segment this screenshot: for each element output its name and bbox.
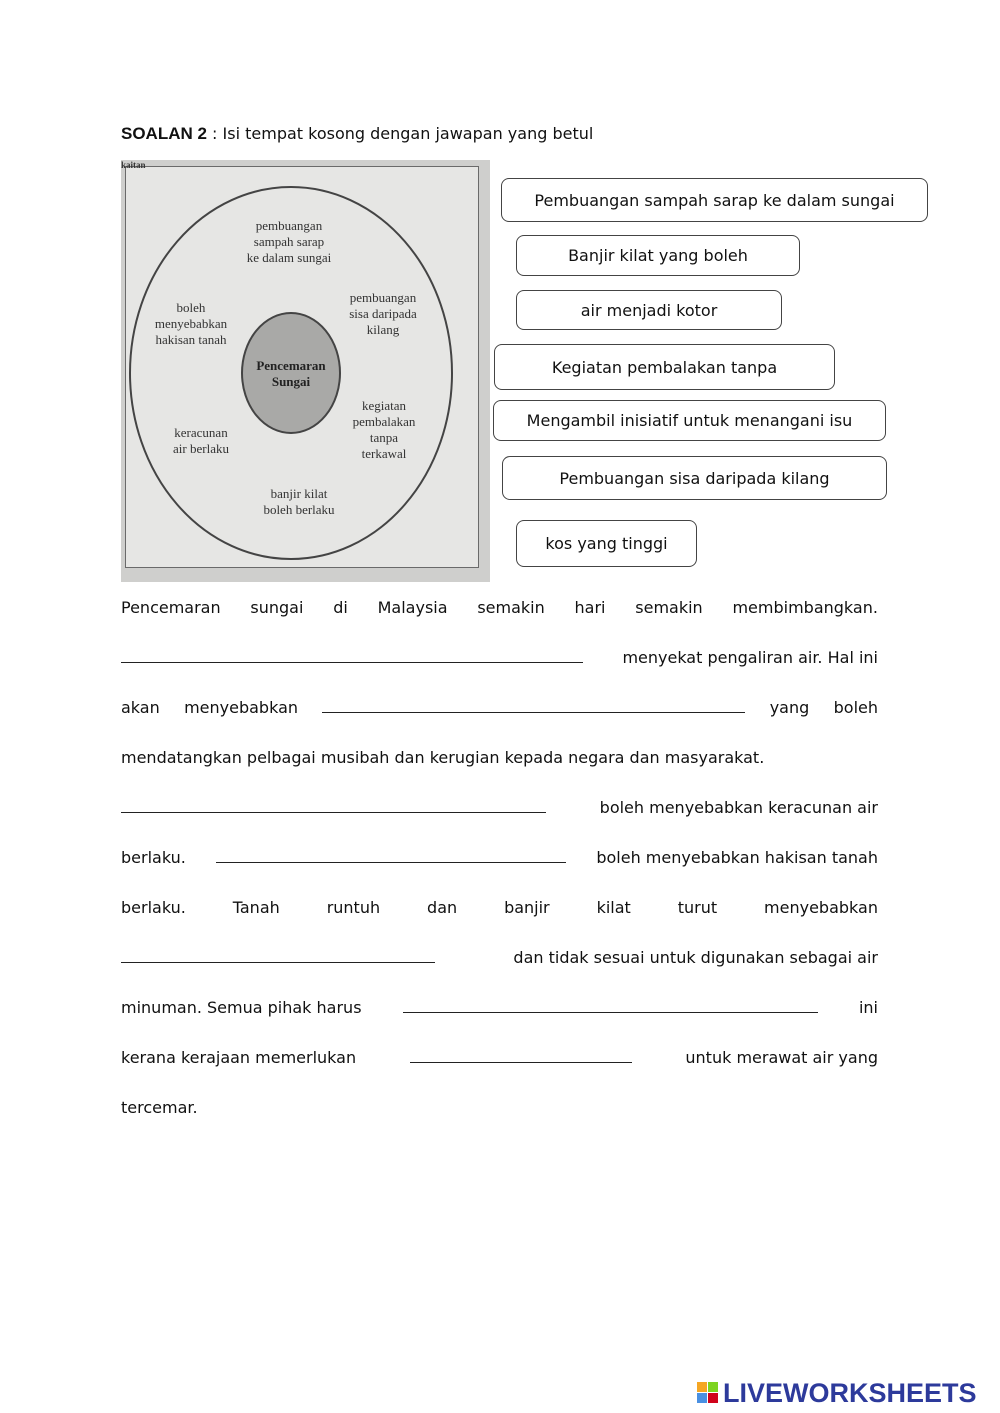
option-7[interactable]: kos yang tinggi <box>516 520 697 567</box>
answer-blank-7[interactable] <box>410 1048 632 1063</box>
word: Pencemaran <box>121 598 221 617</box>
text-segment: menyekat pengaliran air. Hal ini <box>622 648 878 667</box>
text-segment: berlaku. <box>121 848 186 867</box>
paragraph-line-2 <box>121 648 878 667</box>
text-segment: tercemar. <box>121 1098 198 1117</box>
answer-blank-5[interactable] <box>121 948 435 963</box>
option-3[interactable]: air menjadi kotor <box>516 290 782 330</box>
word: turut <box>677 898 718 917</box>
paragraph-line-3 <box>121 698 878 717</box>
liveworksheets-logo-icon <box>697 1382 719 1404</box>
answer-blank-4[interactable] <box>216 848 566 863</box>
word: dan <box>427 898 458 917</box>
answer-blank-3[interactable] <box>121 798 546 813</box>
word: menyebabkan <box>764 898 878 917</box>
text-segment: ini <box>858 998 878 1017</box>
label-upper-right: pembuangan sisa daripada kilang <box>349 290 417 337</box>
option-2[interactable]: Banjir kilat yang boleh <box>516 235 800 276</box>
text-segment: boleh menyebabkan hakisan tanah <box>596 848 878 867</box>
paragraph-line-5 <box>121 798 878 817</box>
label-lower-right: kegiatan pembalakan tanpa terkawal <box>352 398 416 461</box>
text-segment: minuman. Semua pihak harus <box>121 998 362 1017</box>
label-upper-left: boleh menyebabkan hakisan tanah <box>154 300 228 347</box>
text-segment: kerana kerajaan memerlukan <box>121 1048 357 1067</box>
word: hari <box>574 598 606 617</box>
word: Tanah <box>232 898 280 917</box>
option-5[interactable]: Mengambil inisiatif untuk menangani isu <box>493 400 886 441</box>
text-segment: dan tidak sesuai untuk digunakan sebagai air <box>513 948 878 967</box>
word: semakin <box>477 598 545 617</box>
word: kilat <box>596 898 631 917</box>
brand-name: LIVEWORKSHEETS <box>723 1377 977 1408</box>
word: yang <box>769 698 810 717</box>
center-label: Pencemaran Sungai <box>256 358 326 389</box>
paragraph-line-9 <box>121 998 878 1017</box>
diagram-image <box>121 160 490 582</box>
liveworksheets-logo[interactable] <box>697 1378 977 1408</box>
word: membimbangkan. <box>732 598 878 617</box>
option-6[interactable]: Pembuangan sisa daripada kilang <box>502 456 887 500</box>
question-heading <box>121 124 593 144</box>
question-instruction: : Isi tempat kosong dengan jawapan yang betul <box>206 124 594 143</box>
option-4[interactable]: Kegiatan pembalakan tanpa <box>494 344 835 390</box>
word: Malaysia <box>377 598 448 617</box>
answer-blank-6[interactable] <box>403 998 818 1013</box>
label-top: pembuangan sampah sarap ke dalam sungai <box>246 218 332 265</box>
label-bottom: banjir kilat boleh berlaku <box>263 486 335 517</box>
question-label: SOALAN 2 <box>121 124 207 143</box>
text-segment: boleh menyebabkan keracunan air <box>599 798 878 817</box>
paragraph-line-11 <box>121 1098 878 1117</box>
diagram-top-cut-text: kaitan <box>121 160 146 170</box>
word: runtuh <box>326 898 381 917</box>
word: menyebabkan <box>184 698 299 717</box>
paragraph-line-4 <box>121 748 878 767</box>
option-1[interactable]: Pembuangan sampah sarap ke dalam sungai <box>501 178 928 222</box>
answer-blank-2[interactable] <box>322 698 745 713</box>
text-segment: mendatangkan pelbagai musibah dan kerugian kepada negara dan masyarakat. <box>121 748 765 767</box>
word: sungai <box>250 598 304 617</box>
text-segment: untuk merawat air yang <box>685 1048 878 1067</box>
label-lower-left: keracunan air berlaku <box>173 425 229 456</box>
paragraph-line-8 <box>121 948 878 967</box>
word: semakin <box>635 598 703 617</box>
paragraph-line-1 <box>121 598 878 617</box>
word: boleh <box>833 698 878 717</box>
word: berlaku. <box>121 898 186 917</box>
answer-blank-1[interactable] <box>121 648 583 663</box>
paragraph-line-7 <box>121 898 878 917</box>
word: di <box>333 598 348 617</box>
paragraph-line-10 <box>121 1048 878 1067</box>
word: akan <box>121 698 160 717</box>
word: banjir <box>504 898 550 917</box>
paragraph-line-6 <box>121 848 878 867</box>
